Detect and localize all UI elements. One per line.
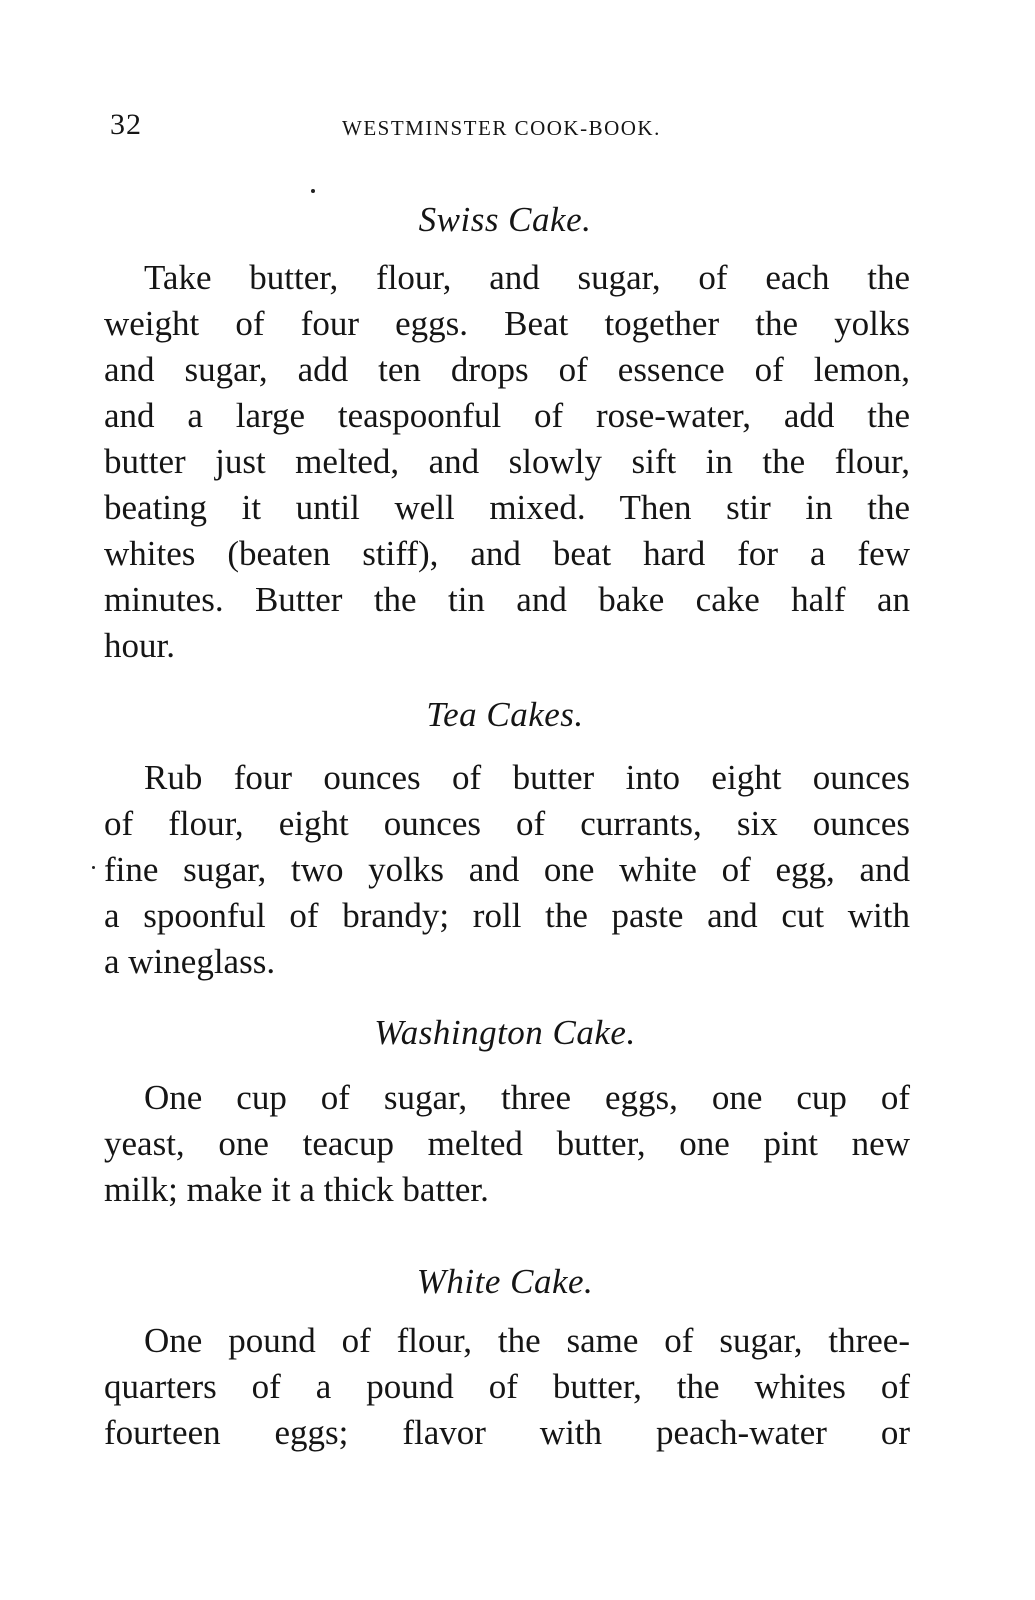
text-line: butter just melted, and slowly sift in the flour,	[104, 442, 910, 481]
recipe-text-tea-cakes	[104, 755, 910, 985]
text-line: and a large teaspoonful of rose-water, add the	[104, 396, 910, 435]
recipe-title-swiss-cake: Swiss Cake.	[418, 200, 592, 239]
book-title: WESTMINSTER COOK-BOOK.	[342, 116, 661, 140]
text-line: quarters of a pound of butter, the whites of	[104, 1367, 910, 1406]
recipe-title-washington-cake: Washington Cake.	[374, 1013, 636, 1052]
page-number: 32	[110, 108, 142, 141]
recipe-text-washington-cake	[104, 1075, 910, 1213]
recipe-text-white-cake	[104, 1318, 910, 1456]
text-line: a wineglass.	[104, 942, 276, 981]
text-line: fine sugar, two yolks and one white of egg, and	[104, 850, 910, 889]
text-line: yeast, one teacup melted butter, one pint new	[104, 1124, 910, 1163]
text-line: and sugar, add ten drops of essence of lemon,	[104, 350, 910, 389]
text-line: One pound of flour, the same of sugar, three-	[144, 1321, 910, 1360]
text-line: One cup of sugar, three eggs, one cup of	[144, 1078, 910, 1117]
text-line: a spoonful of brandy; roll the paste and cut with	[104, 896, 910, 935]
text-line: weight of four eggs. Beat together the yolks	[104, 304, 910, 343]
print-speck	[311, 189, 315, 193]
text-line: hour.	[104, 626, 175, 665]
text-line: of flour, eight ounces of currants, six ounces	[104, 804, 910, 843]
text-line: beating it until well mixed. Then stir in the	[104, 488, 910, 527]
text-line: fourteen eggs; flavor with peach-water or	[104, 1413, 910, 1452]
text-line: Take butter, flour, and sugar, of each the	[144, 258, 910, 297]
text-line: whites (beaten stiff), and beat hard for a few	[104, 534, 910, 573]
text-line: minutes. Butter the tin and bake cake half an	[104, 580, 910, 619]
text-line: Rub four ounces of butter into eight ounces	[144, 758, 910, 797]
recipe-text-swiss-cake	[104, 255, 910, 669]
text-line: milk; make it a thick batter.	[104, 1170, 489, 1209]
recipe-title-tea-cakes: Tea Cakes.	[426, 695, 584, 734]
print-speck	[92, 866, 95, 869]
recipe-title-white-cake: White Cake.	[416, 1262, 594, 1301]
running-head	[110, 108, 910, 148]
